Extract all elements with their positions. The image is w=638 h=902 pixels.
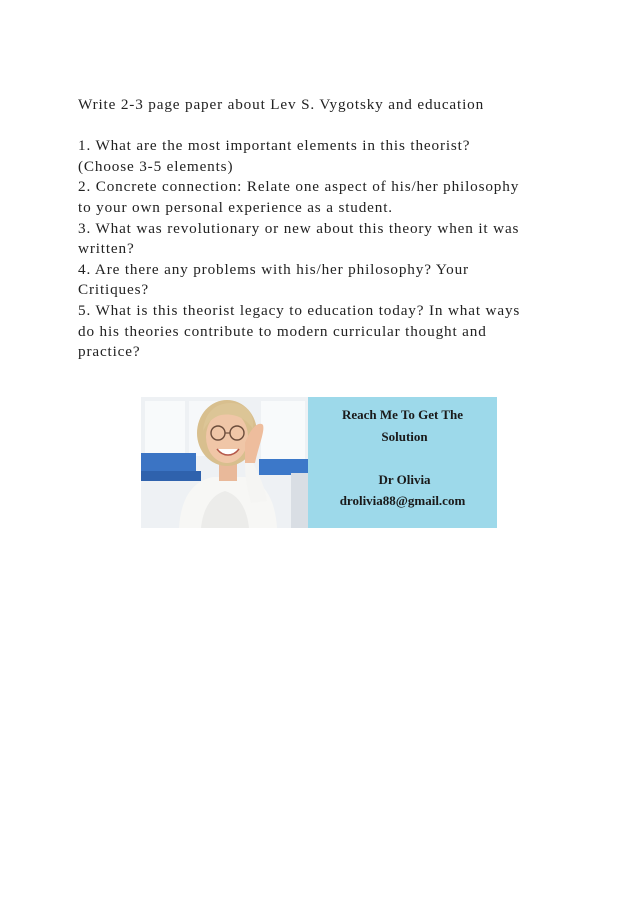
question-line: 5. What is this theorist legacy to education today? In what ways bbox=[78, 301, 521, 319]
question-line: 1. What are the most important elements in this theorist? bbox=[78, 137, 471, 155]
advert-contact-email[interactable]: drolivia88@gmail.com bbox=[339, 493, 466, 508]
question-line: 2. Concrete connection: Relate one aspect of his/her philosophy bbox=[78, 178, 520, 196]
question-line: to your own personal experience as a student. bbox=[78, 198, 393, 216]
document-body bbox=[78, 95, 568, 363]
question-line: 4. Are there any problems with his/her philosophy? Your bbox=[78, 260, 469, 278]
question-line: (Choose 3-5 elements) bbox=[78, 157, 234, 175]
question-line: do his theories contribute to modern curricular thought and bbox=[78, 322, 487, 340]
woman-with-glasses-illustration bbox=[141, 397, 308, 528]
advert-photo bbox=[141, 397, 308, 528]
advert-headline: Reach Me To Get The bbox=[341, 407, 464, 422]
question-line: Critiques? bbox=[78, 281, 149, 299]
advert-headline-continued: Solution bbox=[381, 429, 428, 444]
contact-advert-banner[interactable] bbox=[141, 397, 497, 528]
document-title: Write 2-3 page paper about Lev S. Vygotsky and education bbox=[78, 96, 485, 113]
advert-contact-name: Dr Olivia bbox=[378, 472, 431, 487]
question-line: 3. What was revolutionary or new about this theory when it was bbox=[78, 219, 520, 237]
advert-text-panel bbox=[308, 397, 497, 528]
question-line: written? bbox=[78, 240, 135, 258]
question-line: practice? bbox=[78, 343, 141, 361]
